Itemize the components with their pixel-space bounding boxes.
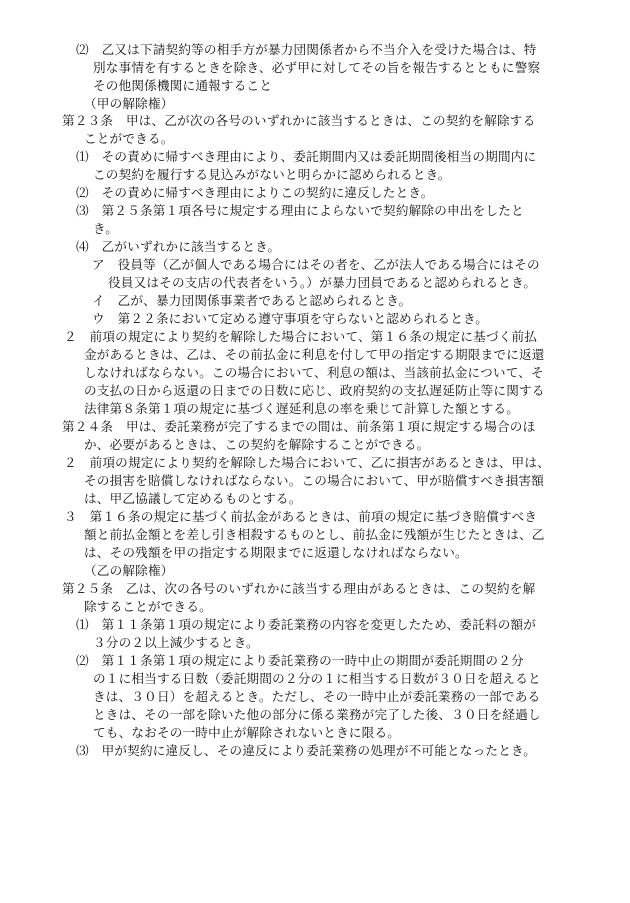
text-line: ⑷ 乙がいずれかに該当するとき。 <box>76 239 281 254</box>
text-line: この契約を履行する見込みがないと明らかに認められるとき。 <box>93 167 451 182</box>
text-line: ときは、その一部を除いた他の部分に係る業務が完了した後、３０日を経過し <box>93 707 541 722</box>
text-line: き。 <box>93 221 119 236</box>
text-line: ても、なおその一時中止が解除されないときに限る。 <box>93 725 401 740</box>
text-line: 別な事情を有するときを除き、必ず甲に対してその旨を報告するとともに警察 <box>93 60 541 75</box>
text-line: 第２３条 甲は、乙が次の各号のいずれかに該当するときは、この契約を解除する <box>62 113 536 128</box>
text-line: ⑵ その責めに帰すべき理由によりこの契約に違反したとき。 <box>76 185 434 200</box>
text-line: ウ 第２２条において定める遵守事項を守らないと認められるとき。 <box>92 311 489 326</box>
text-line: 法律第８条第１項の規定に基づく遅延利息の率を乗じて計算した額とする。 <box>84 401 519 416</box>
text-line: ⑵ 第１１条第１項の規定により委託業務の一時中止の期間が委託期間の２分 <box>76 653 524 668</box>
text-line: 役員又はその支店の代表者をいう。）が暴力団員であると認められるとき。 <box>108 275 537 290</box>
text-line: 額と前払金額とを差し引き相殺するものとし、前払金に残額が生じたときは、乙 <box>84 527 545 542</box>
text-line: きは、３０日）を超えるとき。ただし、その一時中止が委託業務の一部である <box>93 689 541 704</box>
text-line: ⑶ 第２５条第１項各号に規定する理由によらないで契約解除の申出をしたと <box>76 203 524 218</box>
text-line: 金があるときは、乙は、その前払金に利息を付して甲の指定する期限までに返還 <box>84 347 545 362</box>
text-line: ２ 前項の規定により契約を解除した場合において、第１６条の規定に基づく前払 <box>64 329 538 344</box>
text-line: ⑴ その責めに帰すべき理由により、委託期間内又は委託期間後相当の期間内に <box>76 149 537 164</box>
text-line: イ 乙が、暴力団関係事業者であると認められるとき。 <box>92 293 412 308</box>
text-line: の支払の日から返還の日までの日数に応じ、政府契約の支払遅延防止等に関する <box>84 383 545 398</box>
text-line: 第２５条 乙は、次の各号のいずれかに該当する理由があるときは、この契約を解 <box>62 581 536 596</box>
text-line: しなければならない。この場合において、利息の額は、当該前払金について、そ <box>84 365 544 380</box>
text-line: 第２４条 甲は、委託業務が完了するまでの間は、前条第１項に規定する場合のほ <box>62 419 536 434</box>
text-line: その他関係機関に通報すること <box>93 78 273 93</box>
text-line: は、甲乙協議して定めるものとする。 <box>84 491 302 506</box>
text-line: か、必要があるときは、この契約を解除することができる。 <box>84 437 430 452</box>
text-line: ３分の２以上減少するとき。 <box>93 635 259 650</box>
text-line: その損害を賠償しなければならない。この場合において、甲が賠償すべき損害額 <box>84 473 545 488</box>
text-line: ２ 前項の規定により契約を解除した場合において、乙に損害があるときは、甲は、 <box>64 455 550 470</box>
text-line: 除することができる。 <box>84 599 212 614</box>
text-line: ア 役員等（乙が個人である場合にはその者を、乙が法人である場合にはその <box>92 257 540 272</box>
text-line: ことができる。 <box>84 131 174 146</box>
text-line: （甲の解除権） <box>84 96 174 111</box>
text-line: ３ 第１６条の規定に基づく前払金があるときは、前項の規定に基づき賠償すべき <box>64 509 538 524</box>
text-line: ⑵ 乙又は下請契約等の相手方が暴力団関係者から不当介入を受けた場合は、特 <box>76 42 537 57</box>
text-line: の１に相当する日数（委託期間の２分の１に相当する日数が３０日を超えると <box>93 671 541 686</box>
text-line: ⑶ 甲が契約に違反し、その違反により委託業務の処理が不可能となったとき。 <box>76 743 537 758</box>
text-line: は、その残額を甲の指定する期限までに返還しなければならない。 <box>84 545 468 560</box>
text-line: （乙の解除権） <box>84 563 174 578</box>
text-line: ⑴ 第１１条第１項の規定により委託業務の内容を変更したため、委託料の額が <box>76 617 537 632</box>
